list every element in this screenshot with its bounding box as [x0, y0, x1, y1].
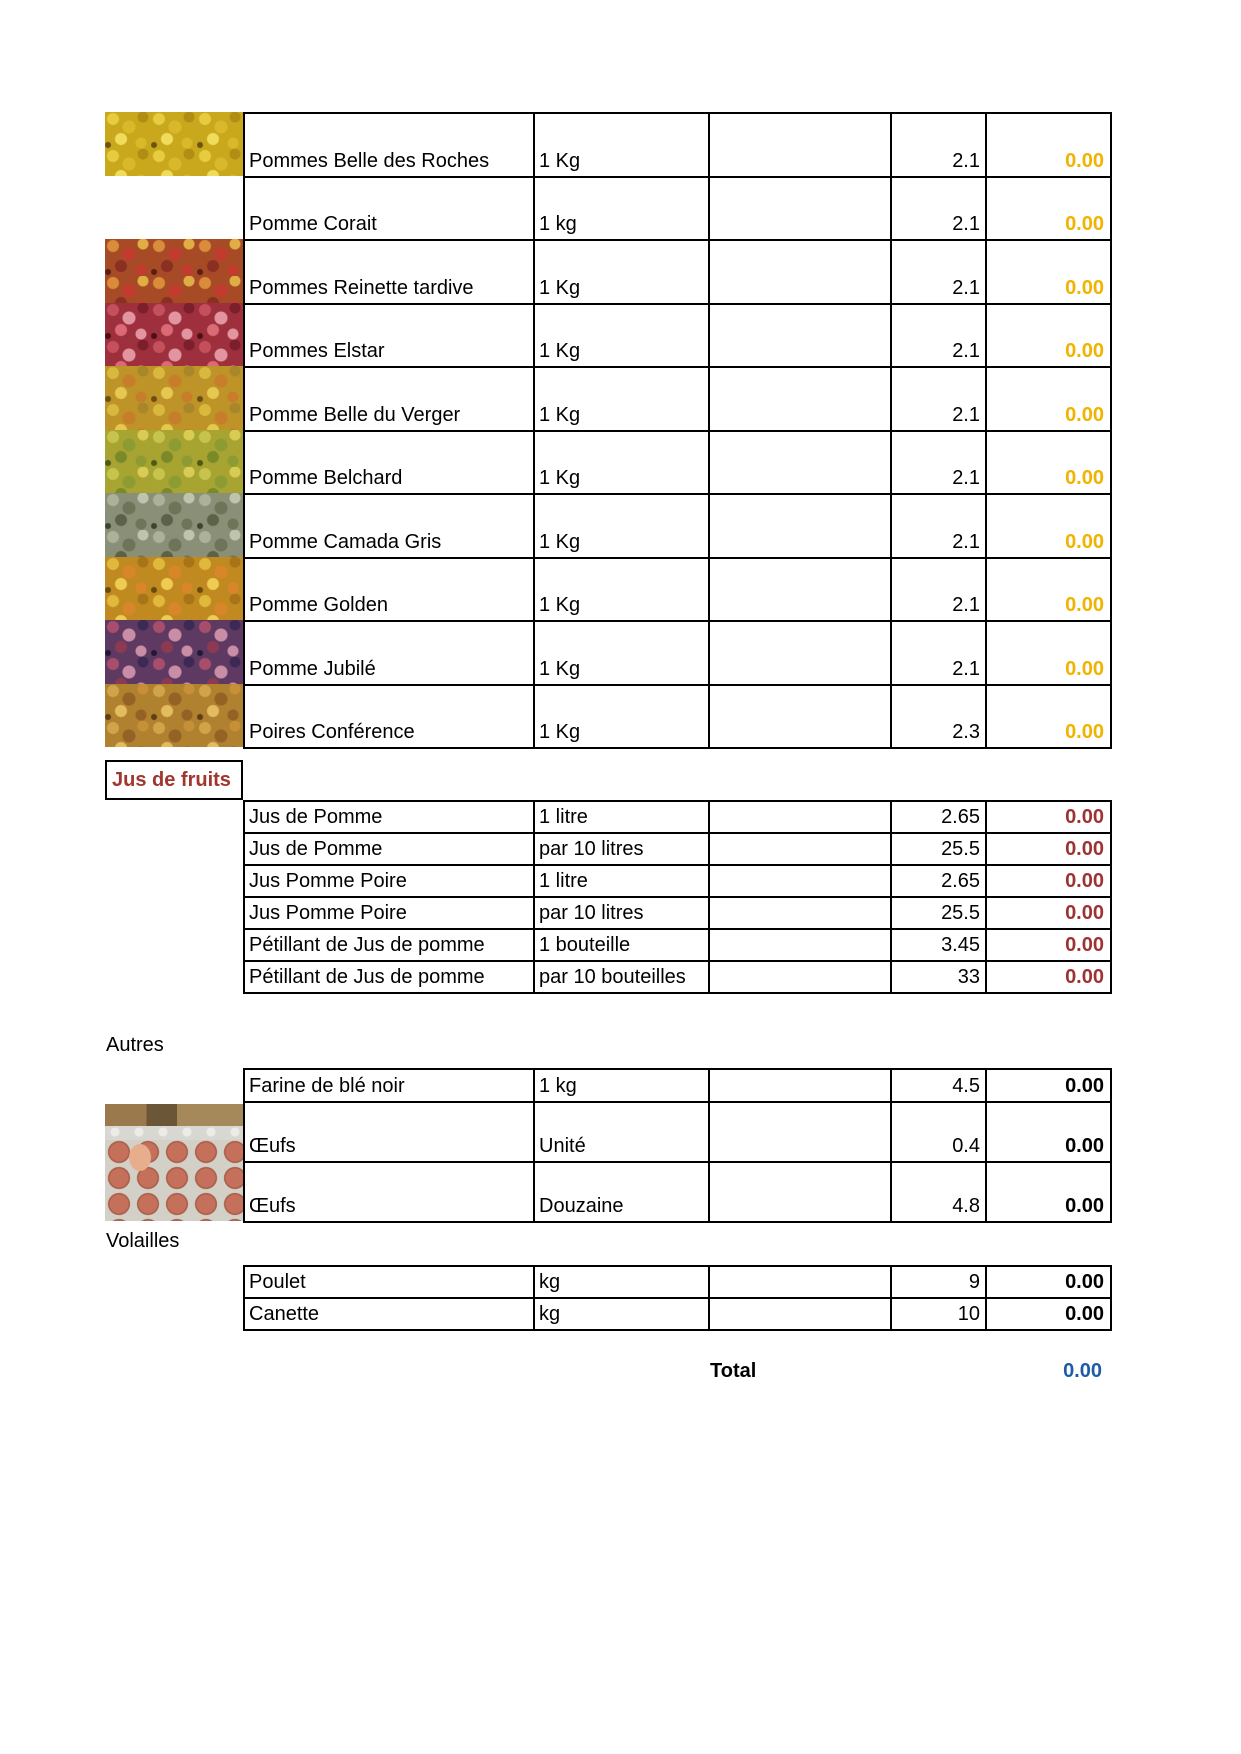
total-cell: 0.00 [987, 241, 1112, 305]
price-cell: 2.1 [892, 178, 987, 242]
unit-cell: Douzaine [535, 1163, 710, 1223]
total-cell: 0.00 [987, 802, 1112, 834]
unit-cell: kg [535, 1299, 710, 1331]
product-name-cell: Pomme Corait [245, 178, 535, 242]
unit-cell: par 10 litres [535, 898, 710, 930]
unit-cell: 1 Kg [535, 114, 710, 178]
price-cell: 33 [892, 962, 987, 994]
unit-cell: kg [535, 1267, 710, 1299]
section-jus-de-fruits-label [105, 760, 243, 800]
price-cell: 4.5 [892, 1070, 987, 1103]
unit-cell: 1 litre [535, 802, 710, 834]
unit-cell: 1 kg [535, 178, 710, 242]
product-name-cell: Pommes Reinette tardive [245, 241, 535, 305]
quantity-cell[interactable] [710, 1103, 892, 1163]
table-row [245, 1267, 1112, 1299]
unit-cell: 1 kg [535, 1070, 710, 1103]
unit-cell: par 10 bouteilles [535, 962, 710, 994]
table-row [245, 802, 1112, 834]
product-name-cell: Farine de blé noir [245, 1070, 535, 1103]
eggs-photo-texture [105, 1140, 243, 1221]
total-cell: 0.00 [987, 962, 1112, 994]
table-row [245, 686, 1112, 750]
quantity-cell[interactable] [710, 178, 892, 242]
table-row [245, 1070, 1112, 1103]
total-cell: 0.00 [987, 178, 1112, 242]
fruits-table [243, 112, 1112, 749]
product-name-cell: Pomme Jubilé [245, 622, 535, 686]
unit-cell: 1 Kg [535, 241, 710, 305]
quantity-cell[interactable] [710, 559, 892, 623]
total-label: Total [710, 1360, 757, 1382]
total-cell: 0.00 [987, 898, 1112, 930]
quantity-cell[interactable] [710, 1070, 892, 1103]
eggs-photo-wood-background [105, 1104, 243, 1126]
price-cell: 2.65 [892, 866, 987, 898]
price-cell: 25.5 [892, 898, 987, 930]
eggs-photo-light-egg [129, 1144, 151, 1171]
total-cell: 0.00 [987, 432, 1112, 496]
unit-cell: 1 Kg [535, 559, 710, 623]
table-row [245, 866, 1112, 898]
quantity-cell[interactable] [710, 1267, 892, 1299]
total-cell: 0.00 [987, 1267, 1112, 1299]
total-cell: 0.00 [987, 495, 1112, 559]
quantity-cell[interactable] [710, 114, 892, 178]
autres-table [243, 1068, 1112, 1223]
price-cell: 10 [892, 1299, 987, 1331]
juices-table [243, 800, 1112, 994]
price-cell: 2.1 [892, 432, 987, 496]
total-value: 0.00 [1063, 1360, 1102, 1382]
total-cell: 0.00 [987, 686, 1112, 750]
price-cell: 2.65 [892, 802, 987, 834]
quantity-cell[interactable] [710, 622, 892, 686]
total-cell: 0.00 [987, 1070, 1112, 1103]
table-row [245, 622, 1112, 686]
unit-cell: 1 litre [535, 866, 710, 898]
pomme-jubile-photo [105, 620, 243, 684]
price-cell: 2.1 [892, 495, 987, 559]
table-row [245, 432, 1112, 496]
product-name-cell: Jus Pomme Poire [245, 866, 535, 898]
quantity-cell[interactable] [710, 1299, 892, 1331]
pomme-belchard-photo [105, 430, 243, 494]
unit-cell: 1 Kg [535, 305, 710, 369]
table-row [245, 368, 1112, 432]
product-name-cell: Œufs [245, 1163, 535, 1223]
total-cell: 0.00 [987, 1299, 1112, 1331]
price-cell: 25.5 [892, 834, 987, 866]
product-name-cell: Pétillant de Jus de pomme [245, 930, 535, 962]
table-row [245, 241, 1112, 305]
total-cell: 0.00 [987, 622, 1112, 686]
pommes-elstar-photo [105, 303, 243, 367]
table-row [245, 834, 1112, 866]
unit-cell: 1 Kg [535, 368, 710, 432]
quantity-cell[interactable] [710, 898, 892, 930]
quantity-cell[interactable] [710, 802, 892, 834]
product-name-cell: Œufs [245, 1103, 535, 1163]
table-row [245, 962, 1112, 994]
product-name-cell: Pomme Golden [245, 559, 535, 623]
product-name-cell: Jus de Pomme [245, 802, 535, 834]
quantity-cell[interactable] [710, 368, 892, 432]
table-row [245, 114, 1112, 178]
quantity-cell[interactable] [710, 1163, 892, 1223]
poires-conference-photo [105, 684, 243, 748]
price-cell: 2.1 [892, 622, 987, 686]
quantity-cell[interactable] [710, 866, 892, 898]
total-cell: 0.00 [987, 305, 1112, 369]
table-row [245, 1299, 1112, 1331]
price-cell: 2.1 [892, 559, 987, 623]
eggs-photo [105, 1104, 243, 1221]
unit-cell: 1 Kg [535, 622, 710, 686]
unit-cell: 1 Kg [535, 686, 710, 750]
total-cell: 0.00 [987, 1163, 1112, 1223]
product-name-cell: Poires Conférence [245, 686, 535, 750]
quantity-cell[interactable] [710, 241, 892, 305]
table-row [245, 1163, 1112, 1223]
total-cell: 0.00 [987, 368, 1112, 432]
jus-de-fruits-label-text: Jus de fruits [112, 768, 231, 791]
eggs-photo-empty-tray [105, 1126, 243, 1140]
product-name-cell: Jus de Pomme [245, 834, 535, 866]
price-cell: 0.4 [892, 1103, 987, 1163]
table-row [245, 1103, 1112, 1163]
table-row [245, 305, 1112, 369]
total-cell: 0.00 [987, 1103, 1112, 1163]
volailles-table [243, 1265, 1112, 1331]
pomme-belle-du-verger-photo [105, 366, 243, 430]
price-cell: 2.3 [892, 686, 987, 750]
section-autres-label: Autres [106, 1034, 164, 1056]
product-name-cell: Jus Pomme Poire [245, 898, 535, 930]
quantity-cell[interactable] [710, 495, 892, 559]
unit-cell: 1 Kg [535, 495, 710, 559]
pommes-reinette-tardive-photo [105, 239, 243, 303]
quantity-cell[interactable] [710, 305, 892, 369]
price-cell: 3.45 [892, 930, 987, 962]
price-cell: 2.1 [892, 368, 987, 432]
unit-cell: 1 bouteille [535, 930, 710, 962]
price-cell: 9 [892, 1267, 987, 1299]
product-name-cell: Canette [245, 1299, 535, 1331]
total-cell: 0.00 [987, 114, 1112, 178]
quantity-cell[interactable] [710, 962, 892, 994]
pomme-camada-gris-photo [105, 493, 243, 557]
quantity-cell[interactable] [710, 432, 892, 496]
product-name-cell: Pommes Elstar [245, 305, 535, 369]
total-cell: 0.00 [987, 834, 1112, 866]
table-row [245, 930, 1112, 962]
unit-cell: par 10 litres [535, 834, 710, 866]
table-row [245, 495, 1112, 559]
product-name-cell: Pétillant de Jus de pomme [245, 962, 535, 994]
quantity-cell[interactable] [710, 686, 892, 750]
pomme-golden-photo [105, 557, 243, 621]
price-cell: 2.1 [892, 114, 987, 178]
product-name-cell: Pomme Camada Gris [245, 495, 535, 559]
section-volailles-label: Volailles [106, 1230, 180, 1252]
table-row [245, 898, 1112, 930]
price-cell: 2.1 [892, 305, 987, 369]
product-name-cell: Pomme Belle du Verger [245, 368, 535, 432]
unit-cell: 1 Kg [535, 432, 710, 496]
table-row [245, 559, 1112, 623]
quantity-cell[interactable] [710, 930, 892, 962]
price-cell: 4.8 [892, 1163, 987, 1223]
total-cell: 0.00 [987, 559, 1112, 623]
price-cell: 2.1 [892, 241, 987, 305]
total-cell: 0.00 [987, 930, 1112, 962]
product-name-cell: Poulet [245, 1267, 535, 1299]
unit-cell: Unité [535, 1103, 710, 1163]
table-row [245, 178, 1112, 242]
quantity-cell[interactable] [710, 834, 892, 866]
product-name-cell: Pomme Belchard [245, 432, 535, 496]
pommes-belle-des-roches-photo [105, 112, 243, 176]
total-cell: 0.00 [987, 866, 1112, 898]
product-name-cell: Pommes Belle des Roches [245, 114, 535, 178]
